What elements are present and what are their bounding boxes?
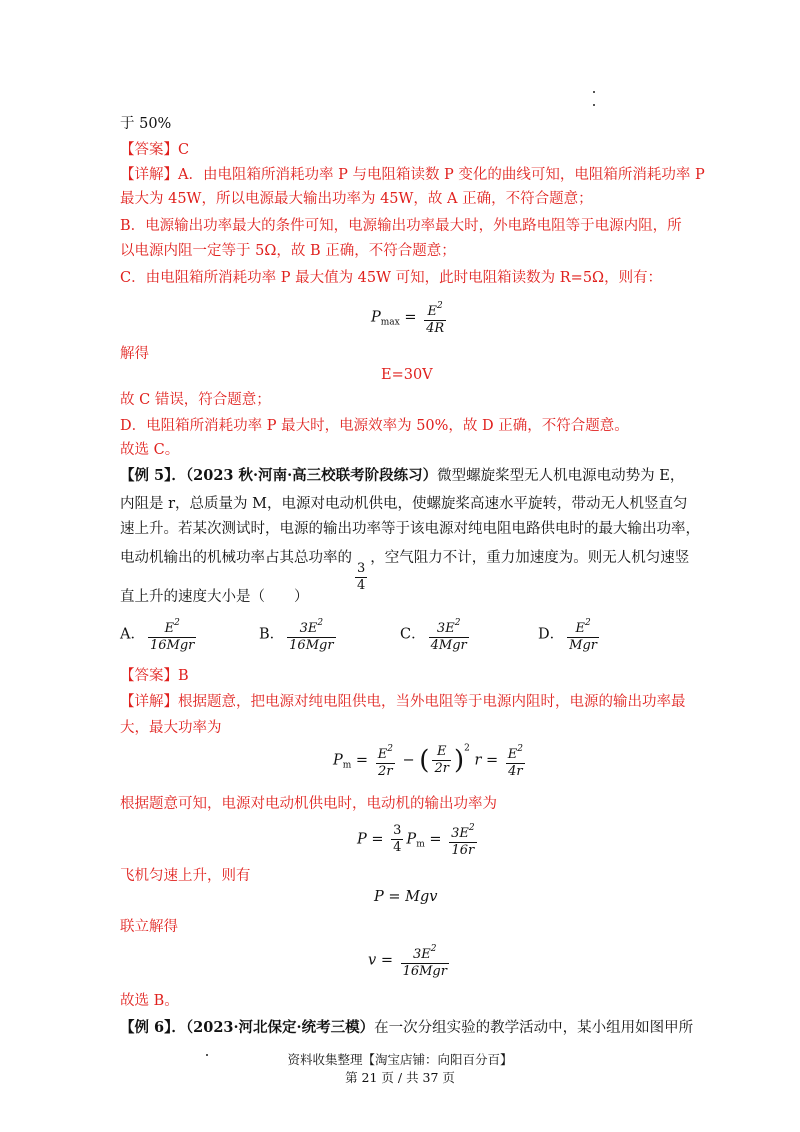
- text-line: 于 50%: [120, 116, 172, 132]
- explanation-line: 故选 C。: [120, 442, 180, 458]
- option-a: A． $\frac{E^2}{\text{16Mgr}}$: [120, 618, 195, 653]
- explanation-line: 故 C 错误，符合题意；: [120, 392, 271, 408]
- question-line: 速上升。若某次测试时，电源的输出功率等于该电源对纯电阻电路供电时的最大输出功率，: [120, 521, 700, 537]
- scan-dot: [593, 91, 595, 93]
- question-line: 直上升的速度大小是（ ）: [120, 589, 309, 605]
- explanation-line: 【详解】根据题意，把电源对纯电阻供电，当外电阻等于电源内阻时，电源的输出功率最: [120, 694, 686, 710]
- explanation-line: 根据题意可知，电源对电动机供电时，电动机的输出功率为: [120, 796, 497, 812]
- footer-source: 资料收集整理【淘宝店铺：向阳百分百】: [287, 1052, 513, 1067]
- explanation-line: 以电源内阻一定等于 5Ω，故 B 正确，不符合题意；: [120, 243, 456, 259]
- explanation-line: 【详解】A．由电阻箱所消耗功率 P 与电阻箱读数 P 变化的曲线可知，电阻箱所消耗功率 P: [120, 167, 705, 183]
- equation-v: v = $\frac{3E^2}{\text{16Mgr}}$: [368, 944, 447, 979]
- explanation-line: 故选 B。: [120, 993, 179, 1009]
- explanation-line: 最大为 45W，所以电源最大输出功率为 45W，故 A 正确，不符合题意；: [120, 191, 593, 207]
- explanation-line: 飞机匀速上升，则有: [120, 868, 251, 884]
- option-d: D． $\frac{E^2}{\text{Mgr}}$: [538, 618, 597, 653]
- question-line: 电动机输出的机械功率占其总功率的 $\frac{3}{4}$ ，空气阻力不计，重力加速度为。则无人机匀速竖: [120, 550, 690, 593]
- explanation-line: C．由电阻箱所消耗功率 P 最大值为 45W 可知，此时电阻箱读数为 R=5Ω，则有：: [120, 270, 663, 286]
- example-6-intro: 【例 6】．（2023·河北保定·统考三模）在一次分组实验的教学活动中，某小组用如图甲所: [120, 1019, 694, 1036]
- explanation-line: 解得: [120, 346, 149, 362]
- scan-dot: [593, 104, 595, 106]
- answer-label: 【答案】C: [120, 142, 190, 158]
- answer-label: 【答案】B: [120, 668, 189, 684]
- explanation-line: 大，最大功率为: [120, 720, 222, 736]
- equation-pm: $P_m$ = $\frac{E^2}{2r}$ − ( $\frac{E}{2r}$ )$^2$ r = $\frac{E^2}{4r}$: [333, 743, 523, 779]
- explanation-line: B．电源输出功率最大的条件可知，电源输出功率最大时，外电路电阻等于电源内阻，所: [120, 218, 682, 234]
- question-line: 内阻是 r，总质量为 M，电源对电动机供电，使螺旋桨高速水平旋转，带动无人机竖直匀: [120, 496, 688, 512]
- option-b: B． $\frac{3E^2}{\text{16Mgr}}$: [259, 618, 334, 653]
- example-5-intro: 【例 5】．（2023 秋·河南·高三校联考阶段练习）微型螺旋桨型无人机电源电动势为 E，: [120, 467, 685, 484]
- explanation-line: 联立解得: [120, 919, 178, 935]
- equation-pmgv: P = Mgv: [374, 889, 438, 905]
- explanation-line: D．电阻箱所消耗功率 P 最大时，电源效率为 50%，故 D 正确，不符合题意。: [120, 418, 629, 434]
- option-c: C． $\frac{3E^2}{\text{4Mgr}}$: [400, 618, 467, 653]
- footer-page-number: 第 21 页 / 共 37 页: [345, 1070, 455, 1085]
- equation-pmax: $P_{max}$ = $\frac{E^2}{4R}$: [371, 301, 445, 336]
- equation-e30: E=30V: [381, 367, 433, 383]
- equation-p: P = $\frac{3}{4}$ $P_m$ = $\frac{3E^2}{16r}$: [357, 823, 475, 858]
